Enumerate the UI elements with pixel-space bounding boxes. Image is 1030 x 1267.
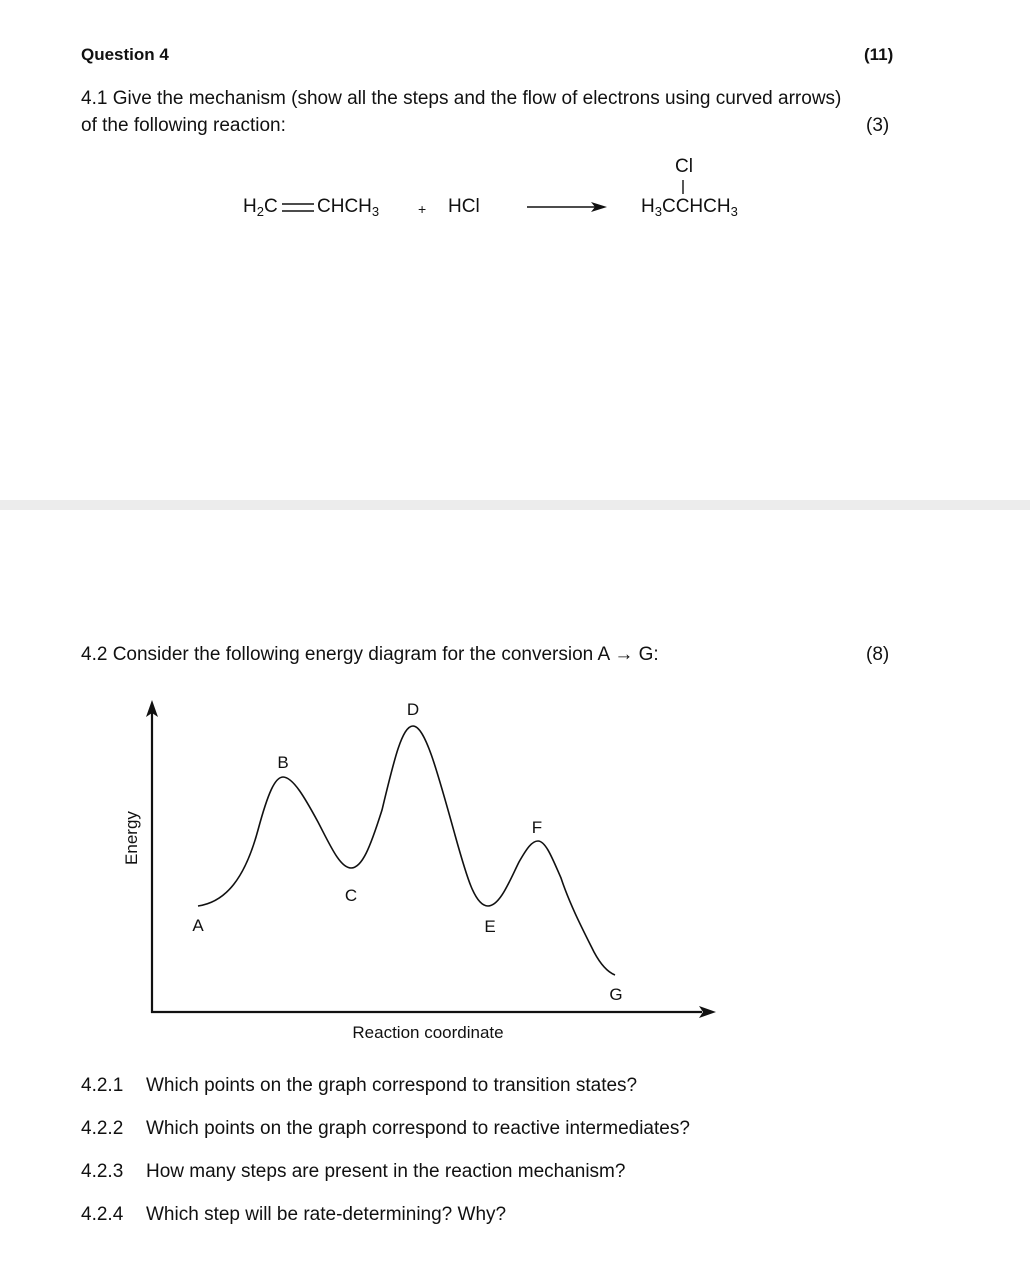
q41-text-line1: 4.1 Give the mechanism (show all the steps and the flow of electrons using curved arrows) xyxy=(81,88,842,109)
point-label-e: E xyxy=(484,917,496,936)
point-label-f: F xyxy=(531,818,543,837)
plus-sign: + xyxy=(418,201,427,217)
reactant-propene-right: $CHCH_3$ xyxy=(317,196,380,219)
question-title: Question 4 xyxy=(81,45,169,64)
reactant-hcl: HCl xyxy=(448,196,480,217)
point-label-g: G xyxy=(609,985,623,1004)
question-marks: (11) xyxy=(864,45,894,64)
product-chlorine: Cl xyxy=(675,156,693,177)
subquestion-text: Which points on the graph correspond to transition states? xyxy=(146,1075,638,1096)
product-2-chloropropane: $H_3CCHCH_3$ xyxy=(641,196,738,219)
subquestion-text: How many steps are present in the reaction mechanism? xyxy=(146,1161,626,1182)
energy-curve xyxy=(198,726,615,975)
subquestion-text: Which step will be rate-determining? Why? xyxy=(146,1204,507,1225)
subquestion-number: 4.2.1 xyxy=(81,1075,124,1096)
q41-marks: (3) xyxy=(866,115,890,136)
x-axis-label: Reaction coordinate xyxy=(352,1023,504,1042)
point-label-b: B xyxy=(277,753,289,772)
reactant-propene: $H_2C$ xyxy=(243,196,278,219)
point-label-c: C xyxy=(344,886,358,905)
subquestion-text: Which points on the graph correspond to reactive intermediates? xyxy=(146,1118,690,1139)
q42-marks: (8) xyxy=(866,644,890,665)
q41-text-line2: of the following reaction: xyxy=(81,115,286,136)
y-axis-label: Energy xyxy=(122,811,141,865)
subquestion-number: 4.2.2 xyxy=(81,1118,124,1139)
subquestion-number: 4.2.4 xyxy=(81,1204,124,1225)
point-label-a: A xyxy=(192,916,204,935)
point-label-d: D xyxy=(406,700,420,719)
q42-text: 4.2 Consider the following energy diagram for the conversion A → G: xyxy=(81,644,659,665)
subquestion-number: 4.2.3 xyxy=(81,1161,124,1182)
